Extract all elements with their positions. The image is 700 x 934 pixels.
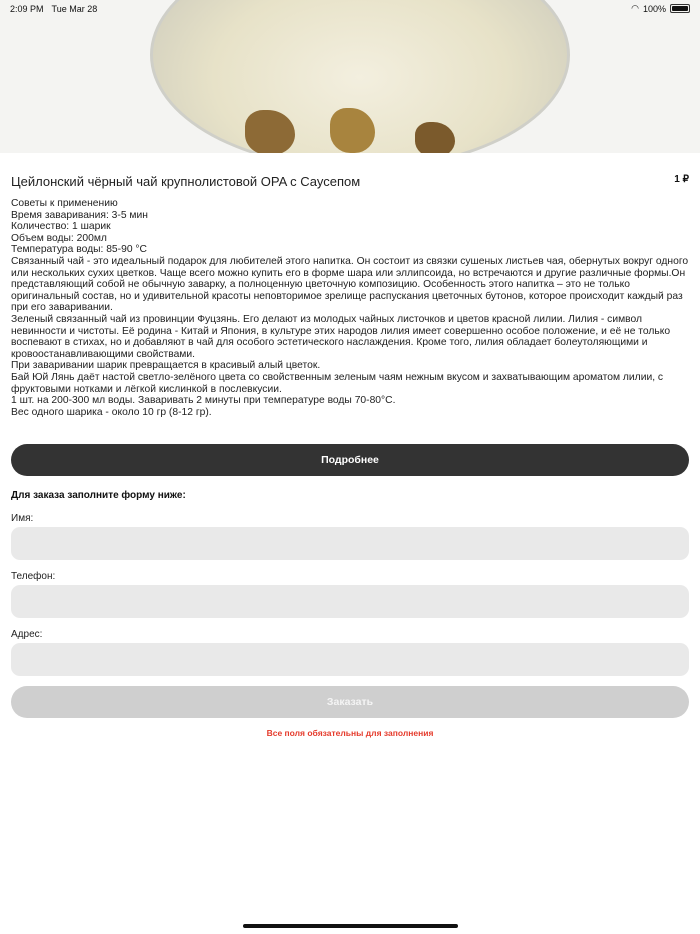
status-time: 2:09 PM <box>10 3 44 14</box>
home-indicator[interactable] <box>243 924 458 928</box>
address-label: Адрес: <box>11 629 43 640</box>
battery-percent: 100% <box>642 3 666 14</box>
phone-input[interactable] <box>11 585 689 618</box>
status-date: Tue Mar 28 <box>51 3 98 14</box>
form-heading: Для заказа заполните форму ниже: <box>11 490 186 501</box>
product-title: Цейлонский чёрный чай крупнолистовой OPA с Саусепом <box>11 174 361 189</box>
battery-icon <box>670 4 690 13</box>
more-button[interactable]: Подробнее <box>11 444 689 476</box>
name-input[interactable] <box>11 527 689 560</box>
address-input[interactable] <box>11 643 689 676</box>
phone-label: Телефон: <box>11 571 56 582</box>
product-image <box>0 0 700 153</box>
name-label: Имя: <box>11 513 34 524</box>
status-bar <box>0 0 700 17</box>
wifi-icon: ◠ <box>631 3 639 13</box>
order-button[interactable]: Заказать <box>11 686 689 718</box>
product-description: Советы к применению Время заваривания: 3-5 мин Количество: 1 шарик Объем воды: 200мл Температура воды: 85-90 °С Связанный чай - это идеальный подарок для любителей этого напитка. Он состоит из связки сушеных листьев чая, обернутых вокруг одного или нескольких сухих цветков. Чаще всего можно купить его в форме шара или эллипсоида, но встречаются и другие различные формы.Он представляющий собой не обычную заварку, а полноценную цветочную композицию. Особенность этого напитка – это не только оригинальный состав, но и удивительной красоты неповторимое зрелище распускания цветочных бутонов, которое происходит каждый раз при его заваривании. Зеленый связанный чай из провинции Фуцзянь. Его делают из молодых чайных листочков и цветов красной лилии. Лилия - символ невинности и чистоты. Её родина - Китай и Япония, в культуре этих народов лилия имеет совершенно особое положение, и её не только воспевают в стихах, но и добавляют в чай для особого эстетического наслаждения. Кроме того, лилия обладает болеутоляющими и кровоостанавливающими свойствами. При заваривании шарик превращается в красивый алый цветок. Бай Юй Лянь даёт настой светло-зелёного цвета со свойственным зеленым чаям нежным вкусом и захватывающим ароматом лилии, с фруктовыми нотками и лёгкой кислинкой в послевкусии. 1 шт. на 200-300 мл воды. Заваривать 2 минуты при температуре воды 70-80°С. Вес одного шарика - около 10 гр (8-12 гр). <box>11 198 689 418</box>
product-price: 1 ₽ <box>674 174 689 185</box>
validation-error: Все поля обязательны для заполнения <box>266 728 434 738</box>
